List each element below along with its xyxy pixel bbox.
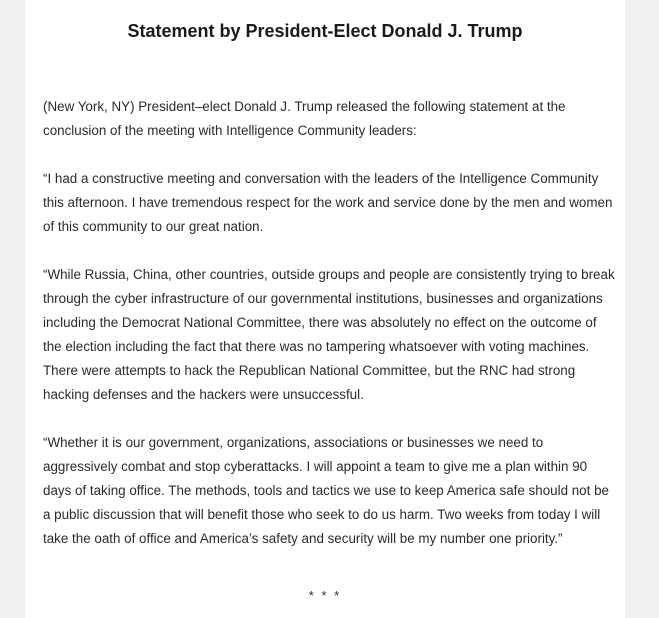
section-separator: * * *: [308, 588, 342, 603]
paragraph-cyber: “While Russia, China, other countries, outside groups and people are consistently trying to break through the cyber infrastructure of our governmental institutions, businesses and organizations including the Democrat National Committee, there was absolutely no effect on the outcome of the election including the fact that there was no tampering whatsoever with voting machines. There were attempts to hack the Republican National Committee, but the RNC had strong hacking defenses and the hackers were unsuccessful.: [43, 267, 615, 402]
document-page: [25, 0, 625, 618]
paragraph-plan: “Whether it is our government, organizations, associations or businesses we need to aggressively combat and stop cyberattacks. I will appoint a team to give me a plan within 90 days of taking office. The methods, tools and tactics we use to keep America safe should not be a public discussion that will benefit those who seek to do us harm. Two weeks from today I will take the oath of office and America’s safety and security will be my number one priority.”: [43, 435, 609, 546]
page-title: Statement by President-Elect Donald J. Trump: [127, 21, 523, 41]
paragraph-meeting: “I had a constructive meeting and conversation with the leaders of the Intelligence Community this afternoon. I have tremendous respect for the work and service done by the men and women of this community to our great nation.: [43, 171, 613, 234]
statement-body: [43, 95, 618, 575]
paragraph-intro: (New York, NY) President–elect Donald J. Trump released the following statement at the conclusion of the meeting with Intelligence Community leaders:: [43, 99, 566, 138]
